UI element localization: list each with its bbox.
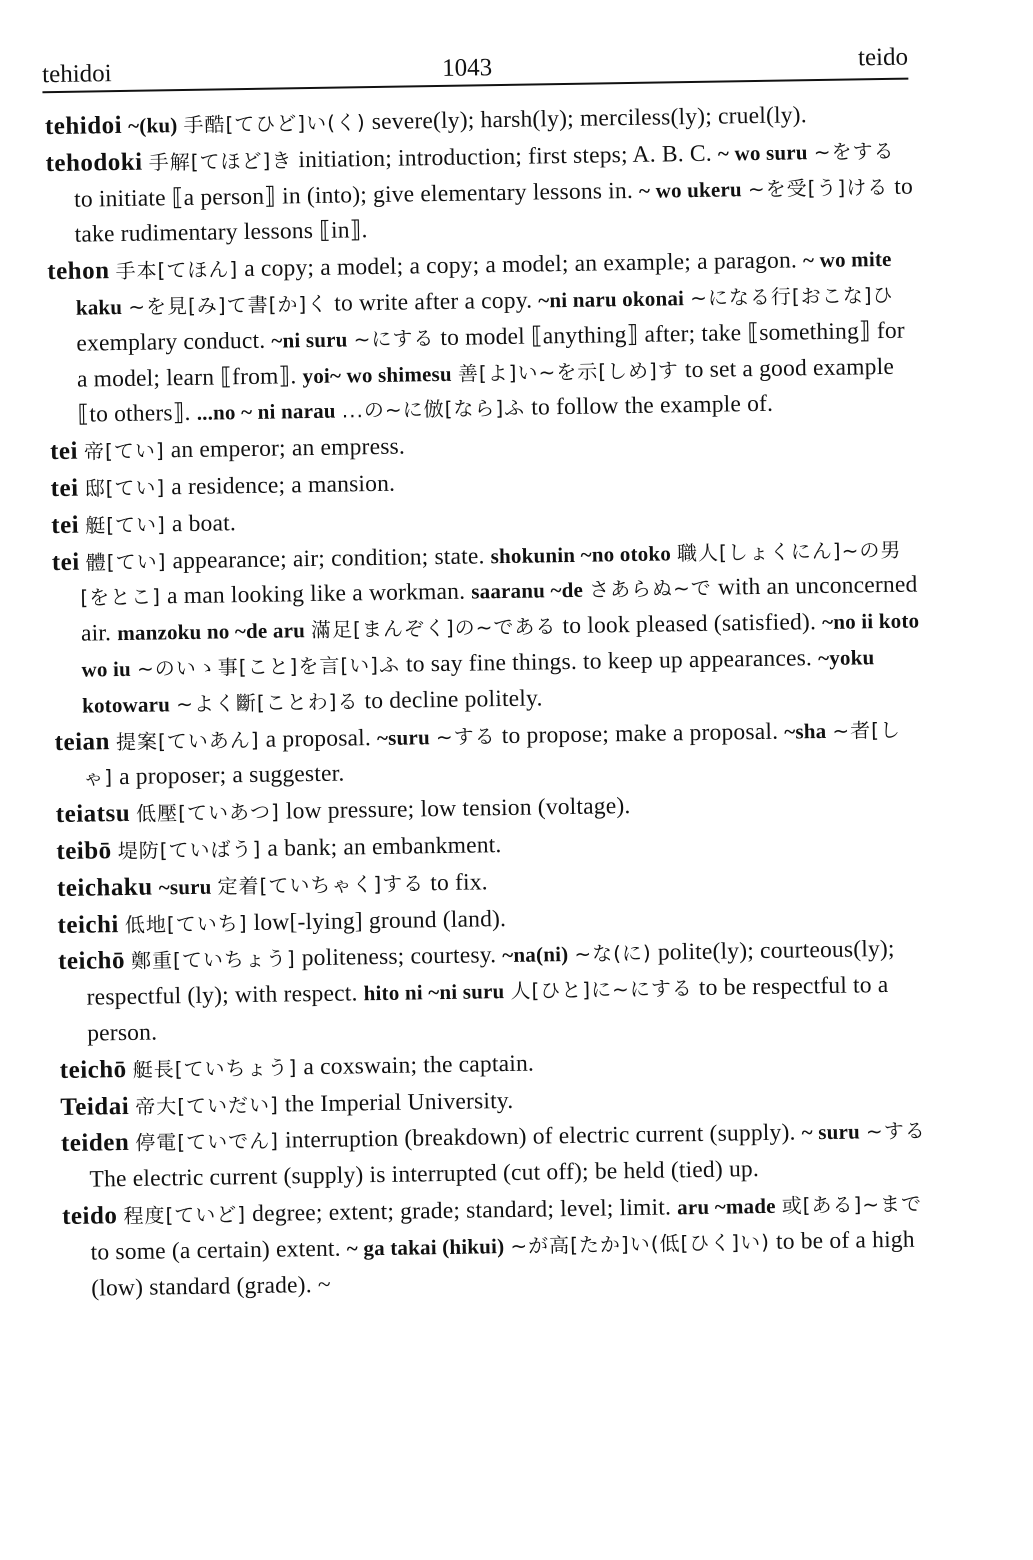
entry-headword: teichaku (56, 873, 153, 902)
definition-text: to write after a copy. (327, 287, 539, 317)
definition-text: politeness; courtesy. (295, 942, 503, 972)
japanese-text: 程度[ていど] (123, 1202, 247, 1228)
entry-headword: tei (51, 511, 80, 539)
definition-text: The electric current (supply) is interrupted (cut off); be held (tied) up. (89, 1156, 760, 1193)
japanese-text: ~になる行[おこな]ひ (689, 282, 894, 311)
entry-headword: tehon (47, 257, 110, 286)
entry-headword: teichō (59, 1055, 127, 1084)
japanese-text: 低壓[ていあつ] (136, 799, 280, 826)
definition-text: to set a good example ⟦to others⟧. (77, 353, 895, 429)
romaji-phrase: ~ni suru (271, 327, 348, 353)
romaji-phrase: ~ wo suru (717, 139, 808, 166)
entry-headword: teido (61, 1202, 118, 1230)
header-first-word: tehidoi (41, 60, 112, 89)
definition-text: to propose; make a proposal. (495, 718, 785, 749)
dictionary-entries (45, 95, 934, 1307)
definition-text: exemplary conduct. (76, 327, 272, 357)
japanese-text: 堤防[ていばう] (117, 836, 262, 864)
definition-text: a man looking like a workman. (160, 578, 472, 610)
japanese-text: 艇長[ていちょう] (132, 1055, 298, 1082)
entry-headword: teiden (60, 1129, 130, 1158)
header-last-word: teido (857, 43, 909, 72)
definition-text: with an unconcerned air. (80, 571, 918, 647)
entry-headword: teichō (57, 947, 126, 976)
definition-text: to model ⟦anything⟧ after; take ⟦something⟧ for a model; learn ⟦from⟧. (76, 317, 906, 393)
dictionary-entry-teicho-1 (58, 931, 930, 1053)
definition-text: a proposal. (259, 724, 378, 753)
definition-text: to look pleased (satisfied). (556, 609, 823, 640)
romaji-phrase: ~ wo ukeru (638, 176, 742, 203)
definition-text: interruption (breakdown) of electric current (supply). (278, 1119, 802, 1154)
japanese-text: 善[よ]い~を示[しめ]す (457, 357, 679, 386)
japanese-text: さあらぬ~で (588, 576, 713, 603)
definition-text: to decline politely. (358, 685, 543, 715)
entry-headword: tei (50, 474, 79, 503)
romaji-phrase: yoi~ wo shimesu (302, 361, 452, 388)
romaji-phrase: hito ni ~ni suru (363, 979, 505, 1006)
definition-text: low[-lying] ground (land). (247, 905, 507, 936)
japanese-text: ~する (435, 723, 496, 749)
japanese-text: 帝大[ていだい] (135, 1092, 280, 1119)
definition-text: the Imperial University. (278, 1087, 514, 1118)
romaji-phrase: aru ~made (676, 1193, 776, 1220)
japanese-text: ~のいゝ事[こと]を言[い]ふ (136, 652, 401, 681)
running-header (42, 44, 908, 94)
entry-headword: teibō (56, 837, 112, 866)
definition-text: a residence; a mansion. (165, 470, 396, 501)
entry-headword: tehodoki (45, 148, 143, 177)
definition-text: an emperor; an empress. (164, 433, 406, 464)
romaji-phrase: ~ wo mite kaku (75, 247, 892, 320)
japanese-text: 艇[てい] (85, 512, 166, 538)
entry-headword: teichi (57, 910, 120, 939)
japanese-text: 滿足[まんぞく]の~である (310, 614, 557, 643)
definition-text: severe(ly); harsh(ly); merciless(ly); cruel(ly). (365, 102, 807, 136)
japanese-text: 邸[てい] (84, 475, 166, 501)
definition-text: initiation; introduction; first steps; A. B. C. (292, 140, 719, 174)
dictionary-entry-tehon (47, 241, 920, 435)
japanese-text: 鄭重[ていちょう] (130, 946, 296, 974)
romaji-phrase: ~suru (376, 724, 431, 750)
definition-text: low pressure; low tension (voltage). (279, 793, 631, 825)
japanese-text: 體[てい] (85, 548, 167, 575)
entry-headword: tei (49, 437, 79, 466)
definition-text: degree; extent; grade; standard; level; limit. (245, 1194, 678, 1228)
entry-headword: teiatsu (55, 800, 131, 829)
japanese-text: 人[ひと]に~にする (510, 976, 694, 1004)
romaji-phrase: ~ni naru okonai (538, 286, 685, 313)
definition-text: a copy; a model; a copy; a model; an example; a paragon. (237, 247, 804, 283)
japanese-text: 帝[てい] (83, 438, 165, 464)
definition-text: to follow the example of. (524, 391, 774, 422)
definition-text: to be of a high (low) standard (grade). ~ (91, 1226, 915, 1302)
entry-headword: Teidai (60, 1092, 130, 1121)
japanese-text: 提案[ていあん] (115, 727, 260, 754)
japanese-text: 停電[ていでん] (135, 1128, 280, 1156)
japanese-text: ~する (865, 1118, 926, 1144)
japanese-text: ~者[しゃ] (83, 717, 902, 790)
japanese-text: 或[ある]~まで (781, 1191, 923, 1218)
definition-text: appearance; air; condition; state. (166, 542, 491, 574)
romaji-phrase: saaranu ~de (471, 578, 584, 604)
romaji-phrase: ~ suru (801, 1119, 861, 1145)
japanese-text: 定着[ていちゃく]する (217, 871, 425, 899)
japanese-text: 手本[てほん] (115, 257, 239, 284)
dictionary-entry-teiden (61, 1113, 932, 1199)
definition-text: a boat. (165, 509, 237, 538)
definition-text: polite(ly); courteous(ly); respectful (ly); with respect. (86, 936, 895, 1011)
romaji-phrase: shokunin ~no otoko (490, 540, 672, 568)
japanese-text: 職人[しょくにん]~の男[をとこ] (80, 537, 902, 611)
definition-text: to say fine things. to keep up appearances. (399, 645, 819, 678)
page-number: 1043 (441, 54, 493, 82)
romaji-phrase: ~na(ni) (502, 942, 569, 968)
definition-text: a coxswain; the captain. (297, 1050, 535, 1081)
dictionary-entry-teian (54, 711, 925, 797)
romaji-phrase: ~suru (158, 874, 212, 900)
definition-text: a bank; an embankment. (261, 832, 502, 862)
japanese-text: ~を受[う]ける (747, 174, 889, 201)
dictionary-entry-teido (62, 1185, 934, 1307)
definition-text: to initiate ⟦a person⟧ in (into); give elementary lessons in. (73, 177, 640, 213)
dictionary-entry-tehodoki (45, 132, 917, 254)
dictionary-entry-tei-4 (52, 531, 925, 725)
japanese-text: ...の~に倣[なら]ふ (341, 396, 526, 423)
romaji-phrase: ~ ga takai (hikui) (346, 1233, 505, 1261)
japanese-text: 低地[ていち] (124, 910, 248, 937)
romaji-phrase: ~(ku) (128, 113, 178, 138)
japanese-text: ~をする (813, 138, 895, 164)
entry-headword: tei (51, 548, 80, 576)
japanese-text: ~が高[たか]い(低[ひく]い) (510, 1229, 771, 1258)
romaji-phrase: ~sha (784, 718, 827, 744)
entry-headword: teian (54, 727, 111, 756)
romaji-phrase: manzoku no ~de aru (117, 618, 306, 646)
definition-text: a proposer; a suggester. (112, 760, 345, 791)
definition-text: to be respectful to a person. (87, 972, 889, 1047)
japanese-text: ~にする (353, 325, 435, 352)
japanese-text: ~を見[み]て書[か]く (128, 291, 329, 319)
entry-headword: tehidoi (44, 111, 123, 141)
definition-text: to fix. (423, 869, 488, 897)
romaji-phrase: ~yoku kotowaru (81, 645, 875, 718)
japanese-text: ~な(に) (574, 941, 652, 967)
definition-text: to some (a certain) extent. (90, 1235, 348, 1266)
definition-text: to take rudimentary lessons ⟦in⟧. (74, 173, 914, 249)
japanese-text: 手酷[てひど]い(く) (183, 110, 366, 137)
japanese-text: 手解[てほど]き (148, 148, 293, 175)
romaji-phrase: ...no ~ ni narau (196, 399, 336, 426)
romaji-phrase: ~no ii koto wo iu (81, 608, 920, 682)
japanese-text: ~よく斷[ことわ]る (175, 689, 359, 716)
